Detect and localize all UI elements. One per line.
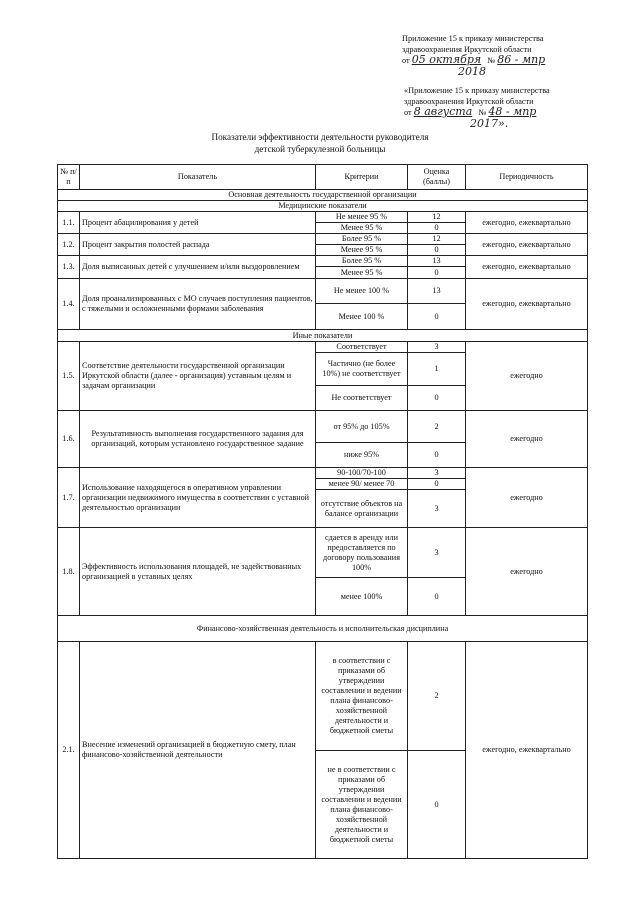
period-cell: ежегодно, ежеквартально	[466, 279, 588, 330]
score-cell: 2	[408, 642, 466, 751]
handwritten-number: 86 - мпр	[497, 53, 546, 66]
criteria-cell: Не менее 100 %	[316, 279, 408, 304]
score-cell: 3	[408, 490, 466, 528]
header-score: Оценка (баллы)	[408, 165, 466, 190]
score-cell: 0	[408, 751, 466, 859]
period-cell: ежегодно	[466, 528, 588, 616]
row-number: 1.5.	[58, 342, 80, 411]
score-cell: 3	[408, 468, 466, 479]
row-number: 1.6.	[58, 411, 80, 468]
criteria-cell: Соответствует	[316, 342, 408, 353]
row-number: 1.3.	[58, 256, 80, 279]
document-title	[0, 132, 640, 155]
criteria-cell: Менее 95 %	[316, 223, 408, 234]
score-cell: 2	[408, 411, 466, 443]
criteria-cell: Менее 95 %	[316, 267, 408, 279]
indicator-cell: Доля проанализированных с МО случаев поступления пациентов, с тяжелыми и осложненными формами заболевания	[80, 279, 316, 330]
indicator-cell: Доля выписанных детей с улучшением и/или выздоровлением	[80, 256, 316, 279]
row-number: 1.4.	[58, 279, 80, 330]
score-cell: 0	[408, 267, 466, 279]
row-number: 1.2.	[58, 234, 80, 256]
criteria-cell: менее 100%	[316, 578, 408, 616]
criteria-cell: отсутствие объектов на балансе организации	[316, 490, 408, 528]
score-cell: 0	[408, 304, 466, 330]
period-cell: ежегодно	[466, 411, 588, 468]
number-label: №	[487, 56, 496, 65]
indicator-cell: Использование находящегося в оперативном управлении организации недвижимого имущества в соответствии с уставной деятельностью организации	[80, 468, 316, 528]
criteria-cell: Более 95 %	[316, 256, 408, 267]
approval-line-1: Приложение 15 к приказу министерства	[402, 34, 544, 43]
criteria-cell: Не соответствует	[316, 386, 408, 411]
criteria-cell: Более 95 %	[316, 234, 408, 245]
score-cell: 0	[408, 245, 466, 256]
score-cell: 0	[408, 386, 466, 411]
indicator-cell: Процент абацилирования у детей	[80, 212, 316, 234]
score-cell: 12	[408, 212, 466, 223]
score-cell: 1	[408, 353, 466, 386]
criteria-cell: Менее 100 %	[316, 304, 408, 330]
indicator-cell: Процент закрытия полостей распада	[80, 234, 316, 256]
period-cell: ежегодно, ежеквартально	[466, 642, 588, 859]
table-row	[58, 279, 588, 304]
period-cell: ежегодно, ежеквартально	[466, 256, 588, 279]
indicators-table	[57, 164, 588, 859]
criteria-cell: не в соответствии с приказами об утверждении составлении и ведении плана финансово-хозяйственной деятельности и бюджетной сметы	[316, 751, 408, 859]
criteria-cell: Менее 95 %	[316, 245, 408, 256]
section-finance: Финансово-хозяйственная деятельность и исполнительская дисциплина	[58, 616, 588, 642]
header-period: Периодичность	[466, 165, 588, 190]
table-header-row	[58, 165, 588, 190]
score-cell: 13	[408, 279, 466, 304]
indicator-cell: Соответствие деятельности государственной организации Иркутской области (далее - организация) уставным целям и задачам организации	[80, 342, 316, 411]
criteria-cell: сдается в аренду или предоставляется по договору пользования 100%	[316, 528, 408, 578]
criteria-cell: Частично (не более 10%) не соответствует	[316, 353, 408, 386]
criteria-cell: ниже 95%	[316, 443, 408, 468]
table-row	[58, 342, 588, 353]
header-criteria: Критерии	[316, 165, 408, 190]
table-row	[58, 411, 588, 443]
indicator-cell: Внесение изменений организацией в бюджетную смету, план финансово-хозяйственной деятельности	[80, 642, 316, 859]
section-medical-indicators: Медицинские показатели	[58, 201, 588, 212]
handwritten-date: 8 августа	[413, 105, 473, 118]
title-line-2: детской туберкулезной больницы	[254, 143, 386, 154]
table-row	[58, 528, 588, 578]
score-cell: 13	[408, 256, 466, 267]
row-number: 1.8.	[58, 528, 80, 616]
approval-block-2	[404, 86, 604, 129]
approval-line-1: «Приложение 15 к приказу министерства	[404, 86, 550, 95]
score-cell: 0	[408, 443, 466, 468]
handwritten-year: 2018	[458, 64, 486, 78]
score-cell: 0	[408, 578, 466, 616]
criteria-cell: Не менее 95 %	[316, 212, 408, 223]
approval-line-2: здравоохранения Иркутской области	[404, 96, 534, 106]
period-cell: ежегодно	[466, 342, 588, 411]
header-indicator: Показатель	[80, 165, 316, 190]
criteria-cell: 90-100/70-100	[316, 468, 408, 479]
handwritten-number: 48 - мпр	[488, 105, 537, 118]
section-other-indicators: Иные показатели	[58, 330, 588, 342]
period-cell: ежегодно, ежеквартально	[466, 212, 588, 234]
criteria-cell: в соответствии с приказами об утверждении составлении и ведении плана финансово-хозяйственной деятельности и бюджетной сметы	[316, 642, 408, 751]
section-main-activity: Основная деятельность государственной организации	[58, 190, 588, 201]
score-cell: 3	[408, 528, 466, 578]
row-number: 2.1.	[58, 642, 80, 859]
header-num: № п/п	[58, 165, 80, 190]
criteria-cell: от 95% до 105%	[316, 411, 408, 443]
criteria-cell: менее 90/ менее 70	[316, 479, 408, 490]
handwritten-date: 05 октября	[411, 53, 482, 66]
period-cell: ежегодно	[466, 468, 588, 528]
score-cell: 12	[408, 234, 466, 245]
row-number: 1.7.	[58, 468, 80, 528]
score-cell: 0	[408, 479, 466, 490]
indicator-cell: Результативность выполнения государственного задания для организаций, которым установлено государственное задание	[80, 411, 316, 468]
from-label: от	[402, 56, 410, 65]
table-row	[58, 468, 588, 479]
score-cell: 3	[408, 342, 466, 353]
table-row	[58, 256, 588, 267]
indicator-cell: Эффективность использования площадей, не задействованных организацией в уставных целях	[80, 528, 316, 616]
handwritten-year: 2017».	[470, 116, 509, 130]
table-row	[58, 212, 588, 223]
period-cell: ежегодно, ежеквартально	[466, 234, 588, 256]
from-label: от	[404, 108, 412, 117]
approval-block-1	[402, 34, 602, 77]
approval-line-2: здравоохранения Иркутской области	[402, 44, 532, 54]
table-row	[58, 642, 588, 751]
table-row	[58, 234, 588, 245]
score-cell: 0	[408, 223, 466, 234]
number-label: №	[478, 108, 487, 117]
row-number: 1.1.	[58, 212, 80, 234]
title-line-1: Показатели эффективности деятельности руководителя	[211, 132, 429, 142]
